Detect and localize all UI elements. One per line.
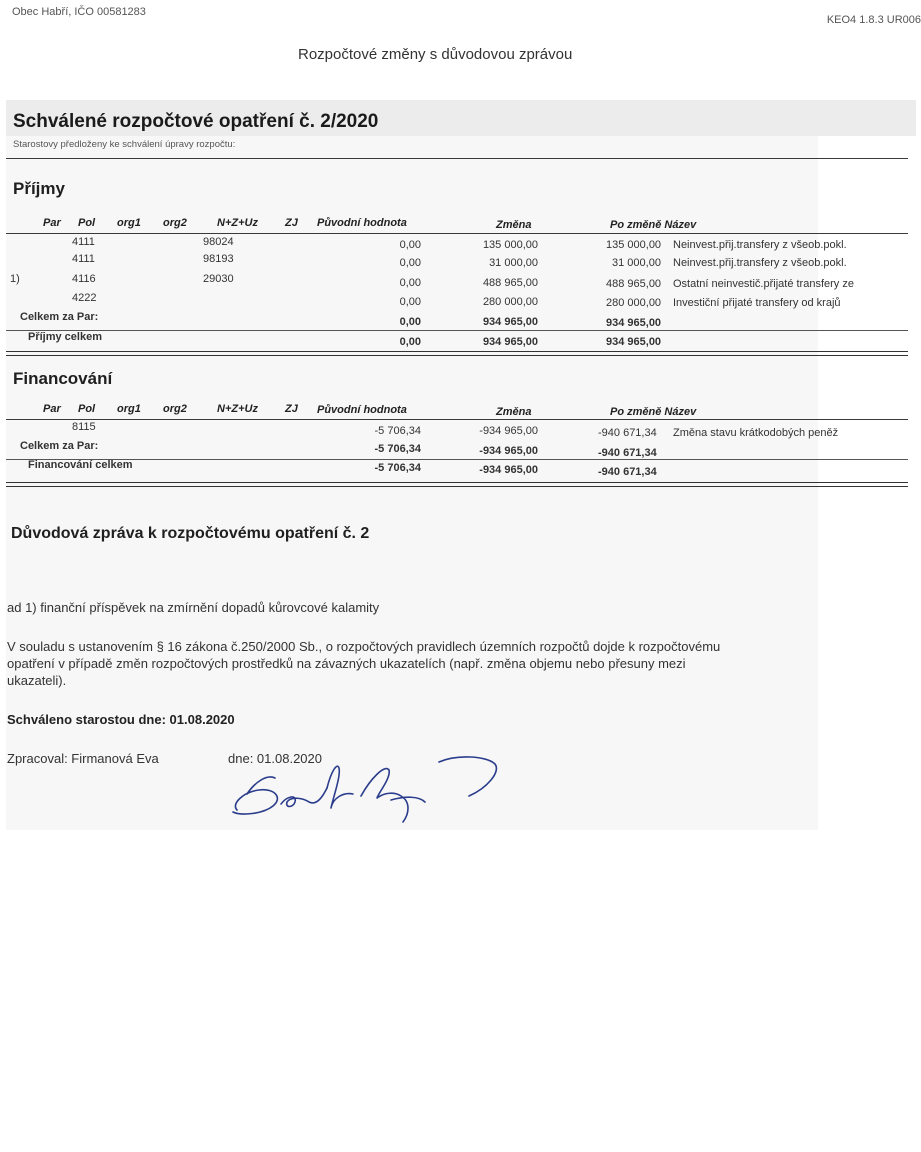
pol-cell: 4222 [72,292,97,304]
subtotal-change: -934 965,00 [479,445,538,457]
pol-cell: 4116 [72,273,96,285]
col-pol: Pol [78,217,96,229]
org2-cell: 98193 [203,253,234,265]
after-cell: 31 000,00 [612,257,661,269]
change-cell: 280 000,00 [482,296,538,308]
table-row [0,421,921,439]
section-title-financing: Financování [13,369,113,388]
col-nzuz: N+Z+Uz [217,217,258,229]
total-double-rule [6,351,908,356]
col-change: Změna [496,406,532,418]
orig-cell: 0,00 [399,239,421,251]
after-cell: 135 000,00 [606,239,662,251]
signature-stroke [391,797,425,802]
total-change: 934 965,00 [482,336,538,348]
processed-by: Zpracoval: Firmanová Eva [7,751,159,766]
header-rule [6,233,908,234]
subtotal-change: 934 965,00 [482,316,538,328]
change-cell: 31 000,00 [489,257,538,269]
col-orig: Původní hodnota [317,217,407,229]
total-after: 934 965,00 [606,336,662,348]
measure-subtitle: Starostovy předloženy ke schválení úpravy rozpočtu: [13,139,236,150]
item-name-cell: Ostatní neinvestič.přijaté transfery ze [673,278,854,290]
section-title-income: Příjmy [13,179,65,198]
org2-cell: 29030 [203,273,234,285]
table-row [0,253,921,271]
pol-cell: 8115 [72,421,96,433]
total-row [0,331,921,349]
after-cell: 488 965,00 [606,278,662,290]
paragraph-line: V souladu s ustanovením § 16 zákona č.250/2000 Sb., o rozpočtových pravidlech územních rozpočtů dojde k rozpočtovému [7,639,721,654]
doc-title: Rozpočtové změny s důvodovou zprávou [298,46,573,63]
col-par: Par [43,403,61,415]
after-cell: 280 000,00 [606,297,662,309]
subtotal-label: Celkem za Par: [20,440,99,452]
col-zj: ZJ [285,217,298,229]
total-double-rule [6,482,908,487]
signature-stroke [361,769,408,822]
approval-date: 01.08.2020 [169,712,235,727]
orig-cell: 0,00 [399,296,421,308]
orig-cell: 0,00 [399,277,421,289]
col-after: Po změně Název [610,406,697,418]
subtotal-after: -940 671,34 [598,447,657,459]
table-row [0,235,921,253]
handwritten-signature [225,752,505,827]
change-cell: 488 965,00 [482,277,538,289]
subtotal-orig: -5 706,34 [374,443,421,455]
processed-date-label: dne: [228,751,257,766]
orig-cell: 0,00 [399,257,421,269]
col-zj: ZJ [285,403,298,415]
item-name-cell: Neinvest.přij.transfery z všeob.pokl. [673,239,847,251]
total-row [0,459,921,477]
pol-cell: 4111 [72,253,95,265]
orig-cell: -5 706,34 [374,425,421,437]
approval-label: Schváleno starostou dne: [7,712,170,727]
col-pol: Pol [78,403,96,415]
measure-title: Schválené rozpočtové opatření č. 2/2020 [13,111,379,132]
signature-stroke [439,757,496,796]
item-name-cell: Investiční přijaté transfery od krajů [673,297,841,309]
table-row [0,272,921,290]
table-row [0,291,921,309]
item-name-cell: Změna stavu krátkodobých peněž [673,427,839,439]
signature-stroke [327,766,353,808]
col-orig: Původní hodnota [317,404,407,416]
total-after: -940 671,34 [598,466,657,478]
subtotal-row [0,311,921,329]
col-org1: org1 [117,403,141,415]
col-nzuz: N+Z+Uz [217,403,258,415]
col-change: Změna [496,219,532,231]
note-marker: 1) [10,273,20,285]
change-cell: -934 965,00 [479,425,538,437]
org2-cell: 98024 [203,236,234,248]
change-cell: 135 000,00 [482,239,538,251]
processed-date: 01.08.2020 [256,751,322,766]
pol-cell: 4111 [72,236,95,248]
paragraph-line: opatření v případě změn rozpočtových prostředků na závazných ukazatelích (např. změna objemu nebo přesuny mezi [7,656,686,671]
total-change: -934 965,00 [479,464,538,476]
subtotal-after: 934 965,00 [606,317,662,329]
issuer-label: Obec Habří, IČO 00581283 [12,6,146,18]
paragraph-line: ukazateli). [7,673,67,688]
after-cell: -940 671,34 [598,427,657,439]
total-label: Financování celkem [28,459,133,471]
col-par: Par [43,217,61,229]
subtotal-row [0,440,921,458]
total-orig: 0,00 [399,336,421,348]
signature-stroke [281,788,327,807]
col-after: Po změně Název [610,219,697,231]
subtotal-label: Celkem za Par: [20,311,99,323]
report-title: Důvodová zpráva k rozpočtovému opatření č. 2 [11,525,370,542]
subtotal-orig: 0,00 [399,316,421,328]
item-name-cell: Neinvest.přij.transfery z všeob.pokl. [673,257,847,269]
approval-line [7,712,235,727]
signature-stroke [233,790,277,814]
header-rule [6,419,908,420]
program-label: KEO4 1.8.3 UR006 [826,14,921,26]
total-label: Příjmy celkem [28,331,102,343]
col-org1: org1 [117,217,141,229]
col-org2: org2 [163,403,187,415]
total-orig: -5 706,34 [374,462,421,474]
report-note: ad 1) finanční příspěvek na zmírnění dopadů kůrovcové kalamity [7,600,380,615]
col-org2: org2 [163,217,187,229]
divider [6,158,908,159]
